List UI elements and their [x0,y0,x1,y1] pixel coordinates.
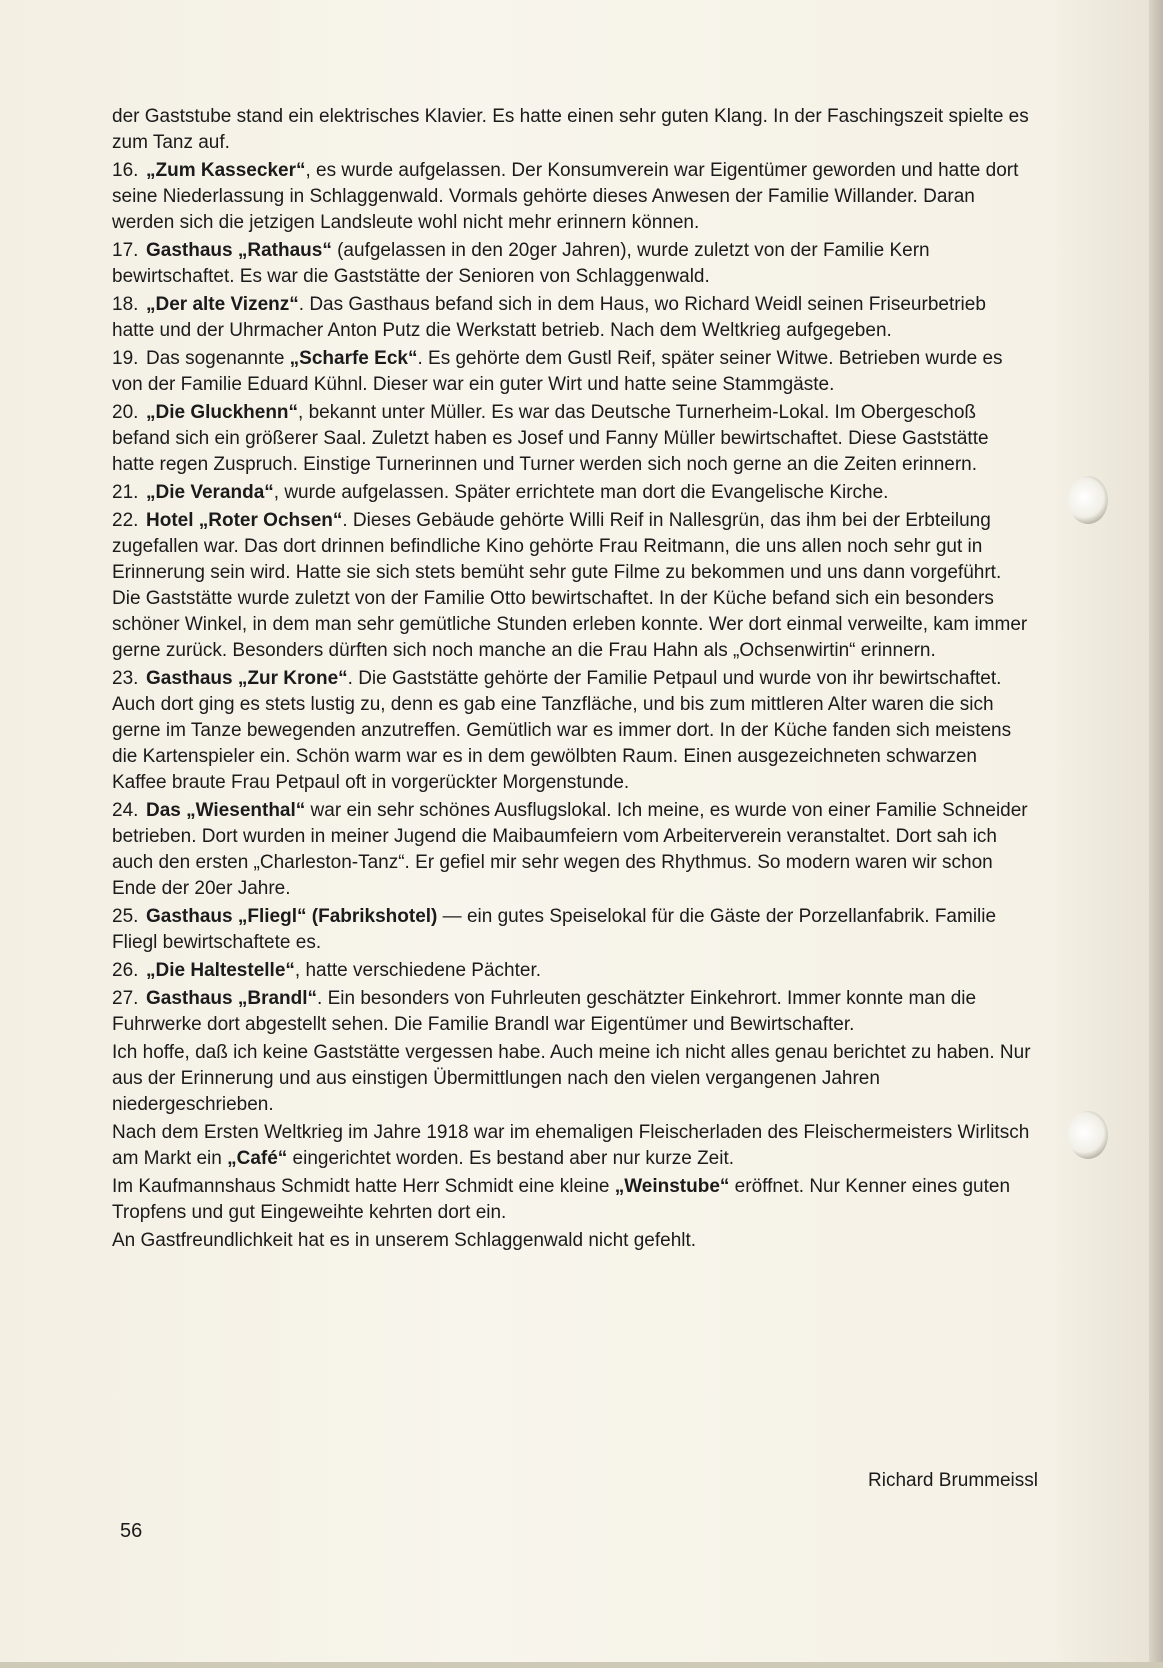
body-text [112,104,1032,1256]
entry-name: Gasthaus „Brandl“ [146,988,318,1009]
entry-26: 26. „Die Haltestelle“, hatte verschiedene Pächter. [112,960,542,981]
page-number: 56 [120,1520,143,1542]
entry-27: 27. Gasthaus „Brandl“. Ein besonders von Fuhrleuten geschätzter Einkehrort. Immer konnte man die Fuhrwerke dort abgestellt sehen. Die Familie Brandl war Eigentümer und Bewirtschafter. [112,988,977,1035]
closing-paragraph-4: An Gastfreundlichkeit hat es in unserem Schlaggenwald nicht gefehlt. [112,1230,697,1251]
entry-name: „Die Gluckhenn“ [146,402,299,423]
entry-name: „Die Veranda“ [146,482,274,503]
closing-paragraph-1: Ich hoffe, daß ich keine Gaststätte vergessen habe. Auch meine ich nicht alles genau berichtet zu haben. Nur aus der Erinnerung und aus einstigen Übermittlungen nach den vielen vergangenen Jahren niedergeschrieben. [112,1042,1031,1115]
entry-20: 20. „Die Gluckhenn“, bekannt unter Müller. Es war das Deutsche Turnerheim-Lokal. Im Obergeschoß befand sich ein größerer Saal. Zuletzt haben es Josef und Fanny Müller bewirtschaftet. Diese Gaststätte hatte regen Zuspruch. Einstige Turnerinnen und Turner werden sich noch gerne an die Zeiten erinnern. [112,402,989,475]
closing-paragraph-2: Nach dem Ersten Weltkrieg im Jahre 1918 war im ehemaligen Fleischerladen des Fleischermeisters Wirlitsch am Markt ein „Café“ eingerichtet worden. Es bestand aber nur kurze Zeit. [112,1122,1030,1169]
author-signature: Richard Brummeissl [868,1470,1038,1491]
page-bottom-edge [0,1662,1163,1668]
entry-name: Gasthaus „Zur Krone“ [146,668,348,689]
entry-16: 16. „Zum Kassecker“, es wurde aufgelassen. Der Konsumverein war Eigentümer geworden und hatte dort seine Niederlassung in Schlaggenwald. Vormals gehörte dieses Anwesen der Familie Willander. Daran werden sich die jetzigen Landsleute wohl nicht mehr erinnern können. [112,160,1019,233]
entry-name: Das „Wiesenthal“ [146,800,306,821]
entry-25: 25. Gasthaus „Fliegl“ (Fabrikshotel) — ein gutes Speiselokal für die Gäste der Porzellanfabrik. Familie Fliegl bewirtschaftete es. [112,906,997,953]
entry-name: „Die Haltestelle“ [146,960,295,981]
entry-name: „Weinstube“ [614,1176,730,1197]
paragraph-intro: der Gaststube stand ein elektrisches Klavier. Es hatte einen sehr guten Klang. In der Faschingszeit spielte es zum Tanz auf. [112,106,1029,153]
entry-name: Gasthaus „Fliegl“ (Fabrikshotel) [146,906,438,927]
entry-17: 17. Gasthaus „Rathaus“ (aufgelassen in den 20ger Jahren), wurde zuletzt von der Familie Kern bewirtschaftet. Es war die Gaststätte der Senioren von Schlaggenwald. [112,240,930,287]
punch-hole-icon [1068,1111,1108,1159]
entry-name: „Der alte Vizenz“ [146,294,299,315]
entry-name: „Zum Kassecker“ [146,160,306,181]
closing-paragraph-3: Im Kaufmannshaus Schmidt hatte Herr Schmidt eine kleine „Weinstube“ eröffnet. Nur Kenner eines guten Tropfens und gut Eingeweihte kehrten dort ein. [112,1176,1011,1223]
entry-21: 21. „Die Veranda“, wurde aufgelassen. Später errichtete man dort die Evangelische Kirche. [112,482,889,503]
entry-name: „Café“ [227,1148,288,1169]
entry-22: 22. Hotel „Roter Ochsen“. Dieses Gebäude gehörte Willi Reif in Nallesgrün, das ihm bei der Erbteilung zugefallen war. Das dort drinnen befindliche Kino gehörte Frau Reitmann, die uns allen noch sehr gut in Erinnerung sein wird. Hatte sie sich stets bemüht sehr gute Filme zu bekommen und uns dann vorgeführt. Die Gaststätte wurde zuletzt von der Familie Otto bewirtschaftet. In der Küche befand sich ein besonders schöner Winkel, in dem man sehr gemütliche Stunden erleben konnte. Wer dort einmal verweilte, kam immer gerne zurück. Besonders dürften sich noch manche an die Frau Hahn als „Ochsenwirtin“ erinnern. [112,510,1028,661]
entry-23: 23. Gasthaus „Zur Krone“. Die Gaststätte gehörte der Familie Petpaul und wurde von ihr bewirtschaftet. Auch dort ging es stets lustig zu, denn es gab eine Tanzfläche, und bis zum mittleren Alter waren die sich gerne im Tanze bewegenden anzutreffen. Gemütlich war es immer dort. In der Küche fanden sich meistens die Kartenspieler ein. Schön warm war es in dem gewölbten Raum. Einen ausgezeichneten schwarzen Kaffee braute Frau Petpaul oft in vorgerückter Morgenstunde. [112,668,1012,793]
entry-24: 24. Das „Wiesenthal“ war ein sehr schönes Ausflugslokal. Ich meine, es wurde von einer Familie Schneider betrieben. Dort wurden in meiner Jugend die Maibaumfeiern vom Arbeiterverein veranstaltet. Dort sah ich auch den ersten „Charleston-Tanz“. Er gefiel mir sehr wegen des Rhythmus. So modern waren wir schon Ende der 20er Jahre. [112,800,1028,899]
entry-name: „Scharfe Eck“ [289,348,418,369]
punch-hole-icon [1068,476,1108,524]
entry-name: Gasthaus „Rathaus“ [146,240,332,261]
page-edge [1149,0,1163,1668]
entry-name: Hotel „Roter Ochsen“ [146,510,343,531]
entry-19: 19. Das sogenannte „Scharfe Eck“. Es gehörte dem Gustl Reif, später seiner Witwe. Betrieben wurde es von der Familie Eduard Kühnl. Dieser war ein guter Wirt und hatte seine Stammgäste. [112,348,1003,395]
entry-18: 18. „Der alte Vizenz“. Das Gasthaus befand sich in dem Haus, wo Richard Weidl seinen Friseurbetrieb hatte und der Uhrmacher Anton Putz die Werkstatt betrieb. Nach dem Weltkrieg aufgegeben. [112,294,986,341]
